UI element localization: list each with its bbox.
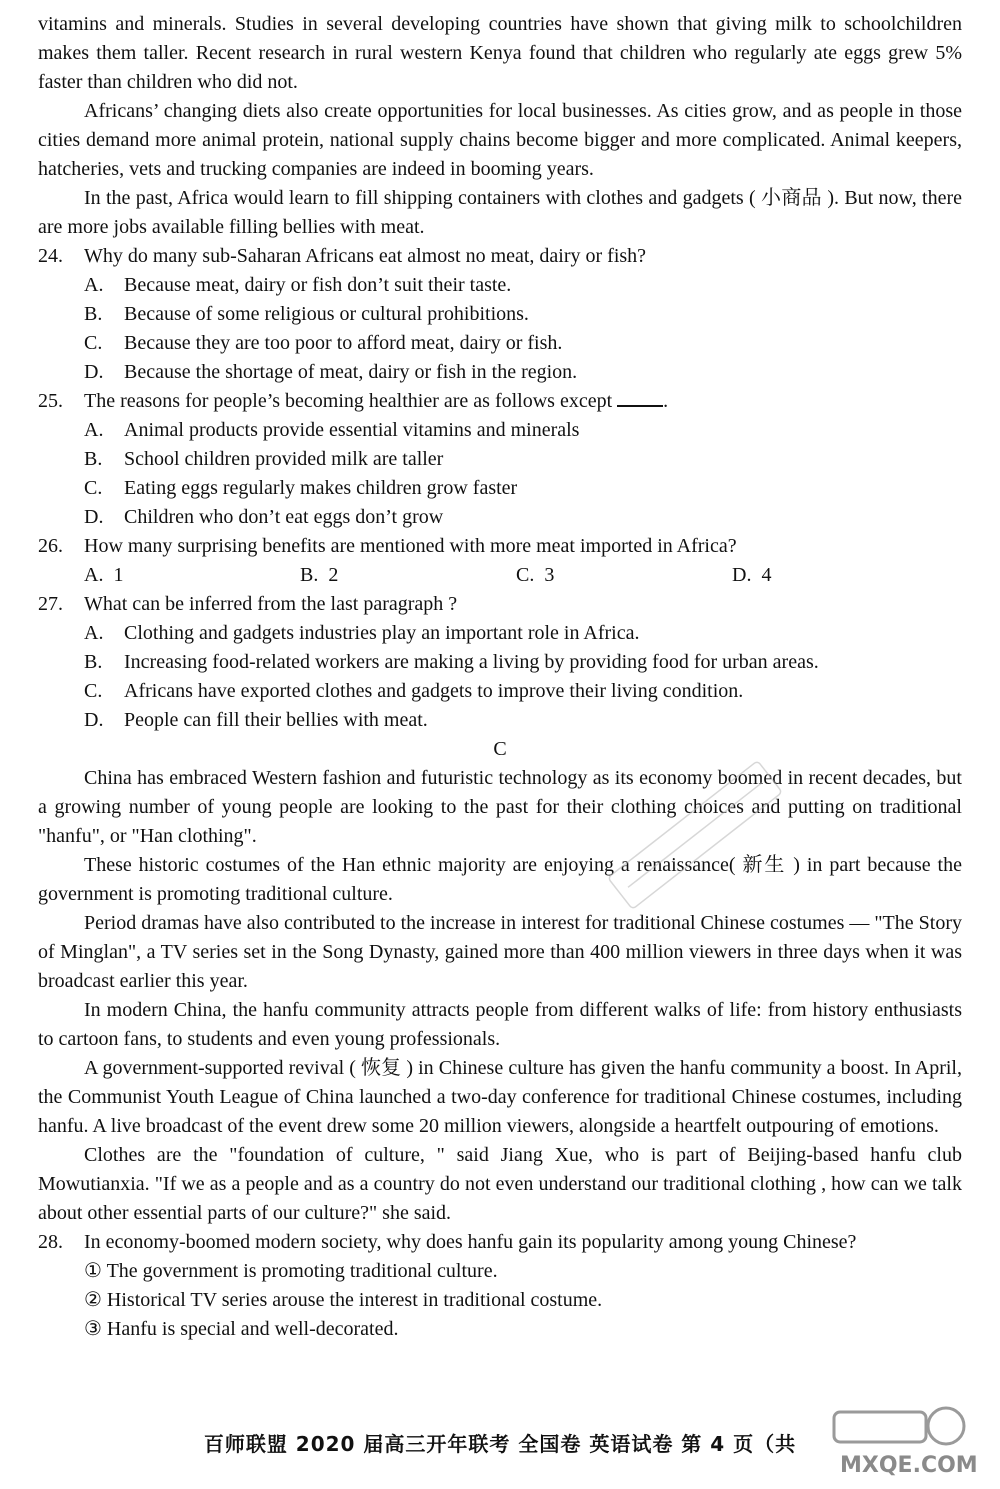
passage-paragraph: Period dramas have also contributed to the increase in interest for traditional Chinese costumes — "The Story of Minglan", a TV series set in the Song Dynasty, gained more than 400 million viewers in three days when it was broadcast earlier this year. xyxy=(38,912,962,992)
option-letter: B. xyxy=(84,448,103,470)
option-text: Because meat, dairy or fish don’t suit their taste. xyxy=(124,274,512,296)
option xyxy=(38,474,962,503)
question-26 xyxy=(38,532,962,561)
option xyxy=(516,561,732,590)
statement-item: ③ Hanfu is special and well-decorated. xyxy=(84,1318,399,1340)
option-text: Animal products provide essential vitamins and minerals xyxy=(124,419,580,441)
option xyxy=(84,561,300,590)
option-row xyxy=(38,561,962,590)
option-letter: B. xyxy=(84,303,103,325)
option-text: People can fill their bellies with meat. xyxy=(124,709,428,731)
option-letter: B. xyxy=(84,651,103,673)
option-letter: B. xyxy=(300,564,319,586)
passage-paragraph: vitamins and minerals. Studies in several developing countries have shown that giving milk to schoolchildren makes them taller. Recent research in rural western Kenya found that children who regularly ate eggs grew 5% faster than children who did not. xyxy=(38,13,962,93)
option xyxy=(38,416,962,445)
answer-circle-logo xyxy=(820,1400,980,1482)
option-letter: D. xyxy=(732,564,752,586)
question-stem: The reasons for people’s becoming healthier are as follows except xyxy=(84,390,613,412)
question-stem: How many surprising benefits are mentioned with more meat imported in Africa? xyxy=(84,535,737,557)
statement-item: ① The government is promoting traditional culture. xyxy=(84,1260,498,1282)
option-letter: A. xyxy=(84,419,104,441)
option-text: 3 xyxy=(544,564,555,586)
option-letter: D. xyxy=(84,506,104,528)
option-text: Because the shortage of meat, dairy or fish in the region. xyxy=(124,361,578,383)
passage-paragraph: China has embraced Western fashion and futuristic technology as its economy boomed in recent decades, but a growing number of young people are looking to the past for their clothing choices and putting on traditional "hanfu", or "Han clothing". xyxy=(38,767,962,847)
faint-stamp-watermark xyxy=(580,760,810,910)
answer-blank xyxy=(617,387,663,407)
option-letter: C. xyxy=(84,477,103,499)
exam-page xyxy=(38,10,962,1344)
option-letter: D. xyxy=(84,709,104,731)
option-text: Increasing food-related workers are making a living by providing food for urban areas. xyxy=(124,651,819,673)
option-text: Clothing and gadgets industries play an important role in Africa. xyxy=(124,622,640,644)
statement-item: ② Historical TV series arouse the interest in traditional costume. xyxy=(84,1289,603,1311)
passage-paragraph: In modern China, the hanfu community attracts people from different walks of life: from history enthusiasts to cartoon fans, to students and even young professionals. xyxy=(38,999,962,1050)
option xyxy=(38,358,962,387)
question-24 xyxy=(38,242,962,271)
option xyxy=(38,648,962,677)
question-stem: Why do many sub-Saharan Africans eat almost no meat, dairy or fish? xyxy=(84,245,647,267)
question-number: 25. xyxy=(38,390,63,412)
question-number: 28. xyxy=(38,1231,63,1253)
option xyxy=(300,561,516,590)
option xyxy=(38,271,962,300)
question-27 xyxy=(38,590,962,619)
section-label: C xyxy=(493,738,507,760)
question-number: 26. xyxy=(38,535,63,557)
question-stem: What can be inferred from the last paragraph ? xyxy=(84,593,458,615)
option-letter: A. xyxy=(84,274,104,296)
option-text: Africans have exported clothes and gadgets to improve their living condition. xyxy=(124,680,744,702)
passage-paragraph: These historic costumes of the Han ethnic majority are enjoying a renaissance( 新生 ) in part because the government is promoting traditional culture. xyxy=(38,854,962,905)
option-letter: C. xyxy=(516,564,535,586)
passage-paragraph: Clothes are the "foundation of culture, " said Jiang Xue, who is part of Beijing-based hanfu club Mowutianxia. "If we as a people and as a country do not even understand our traditional clothing , how can we talk about other essential parts of our culture?" she said. xyxy=(38,1144,962,1224)
passage-paragraph: Africans’ changing diets also create opportunities for local businesses. As cities grow, and as people in those cities demand more animal protein, national supply chains become bigger and more complicated. Animal keepers, hatcheries, vets and trucking companies are indeed in booming years. xyxy=(38,100,962,180)
option xyxy=(38,300,962,329)
question-number: 24. xyxy=(38,245,63,267)
option-text: 2 xyxy=(328,564,339,586)
option xyxy=(38,503,962,532)
question-number: 27. xyxy=(38,593,63,615)
option-letter: A. xyxy=(84,564,104,586)
option-text: Eating eggs regularly makes children grow faster xyxy=(124,477,518,499)
option-text: 4 xyxy=(761,564,772,586)
question-28 xyxy=(38,1228,962,1257)
option xyxy=(38,706,962,735)
option-letter: A. xyxy=(84,622,104,644)
option-letter: C. xyxy=(84,332,103,354)
option-text: 1 xyxy=(113,564,124,586)
option xyxy=(38,677,962,706)
option-letter: D. xyxy=(84,361,104,383)
passage-paragraph: In the past, Africa would learn to fill shipping containers with clothes and gadgets ( 小商品 ). But now, there are more jobs available filling bellies with meat. xyxy=(38,187,962,238)
option-letter: C. xyxy=(84,680,103,702)
question-stem: In economy-boomed modern society, why does hanfu gain its popularity among young Chinese? xyxy=(84,1231,857,1253)
option-text: Because they are too poor to afford meat, dairy or fish. xyxy=(124,332,563,354)
passage-paragraph: A government-supported revival ( 恢复 ) in Chinese culture has given the hanfu community a boost. In April, the Communist Youth League of China launched a two-day conference for traditional Chinese costumes, including hanfu. A live broadcast of the event drew some 20 million viewers, alongside a heartfelt outpouring of emotions. xyxy=(38,1057,962,1137)
option xyxy=(38,445,962,474)
page-footer: 百师联盟 2020 届高三开年联考 全国卷 英语试卷 第 4 页（共 xyxy=(203,1432,797,1456)
option xyxy=(38,619,962,648)
option xyxy=(732,561,948,590)
svg-text:MXQE.COM: MXQE.COM xyxy=(840,1453,978,1478)
option-text: School children provided milk are taller xyxy=(124,448,444,470)
option-text: Children who don’t eat eggs don’t grow xyxy=(124,506,444,528)
option-text: Because of some religious or cultural prohibitions. xyxy=(124,303,529,325)
option xyxy=(38,329,962,358)
question-25: 25. The reasons for people’s becoming healthier are as follows except . xyxy=(38,387,962,416)
